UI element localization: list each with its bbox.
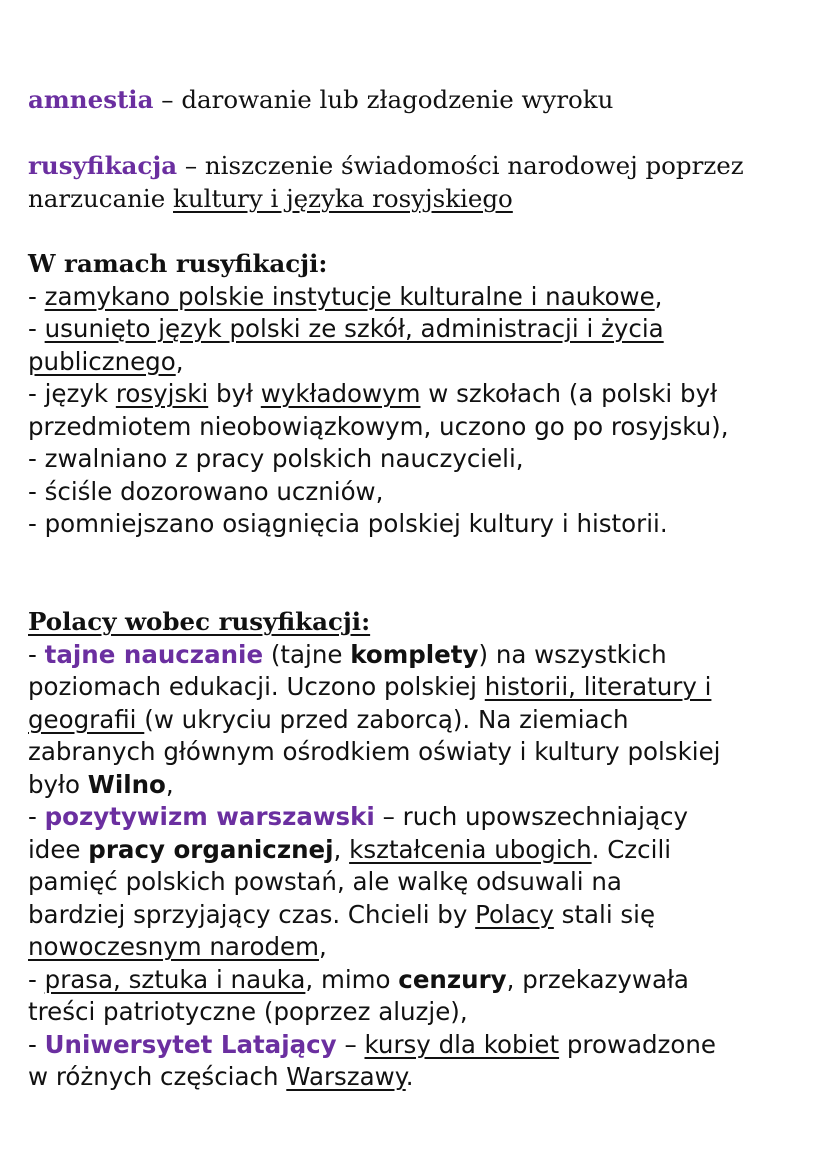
list-item: - zamykano polskie instytucje kulturalne i naukowe, [28,281,663,311]
definition-text: – darowanie lub złagodzenie wyroku [153,85,614,114]
list-item-continuation: publicznego, [28,346,184,376]
list-item: - ściśle dozorowano uczniów, [28,476,384,506]
term-amnestia: amnestia [28,85,154,114]
definition-amnestia [28,84,818,117]
list-item-continuation: było Wilno, [28,769,174,799]
list-item: - pozytywizm warszawski – ruch upowszechniający [28,802,688,831]
list-item-continuation: w różnych częściach Warszawy. [28,1062,414,1091]
section-rusyfikacja-measures [28,248,818,541]
section-heading: W ramach rusyfikacji: [28,249,328,278]
list-item: - zwalniano z pracy polskich nauczycieli, [28,444,524,473]
list-item-continuation: idee pracy organicznej, kształcenia ubogich. Czcili [28,834,672,864]
list-item: - tajne nauczanie (tajne komplety) na wszystkich [28,639,667,669]
section-polish-response [28,606,818,1094]
definition-text: – niszczenie świadomości narodowej poprzez [177,151,744,180]
list-item-continuation: przedmiotem nieobowiązkowym, uczono go po rosyjsku), [28,411,729,441]
section-heading: Polacy wobec rusyfikacji: [28,607,371,636]
definition-text: narzucanie [28,183,174,213]
list-item-continuation: zabranych głównym ośrodkiem oświaty i kultury polskiej [28,737,721,766]
list-item: - Uniwersytet Latający – kursy dla kobiet prowadzone [28,1029,716,1059]
list-item-continuation: geografii (w ukryciu przed zaborcą). Na ziemiach [28,704,629,734]
definition-rusyfikacja [28,150,818,215]
list-item: - język rosyjski był wykładowym w szkołach (a polski był [28,379,718,408]
highlighted-term: pozytywizm warszawski [44,802,375,831]
list-item: - prasa, sztuka i nauka, mimo cenzury, przekazywała [28,964,689,994]
list-item-continuation: treści patriotyczne (poprzez aluzje), [28,997,468,1026]
list-item-continuation: poziomach edukacji. Uczono polskiej historii, literatury i [28,672,712,701]
list-item-continuation: pamięć polskich powstań, ale walkę odsuwali na [28,867,622,896]
highlighted-term: Uniwersytet Latający [44,1029,337,1059]
list-item-continuation: bardziej sprzyjający czas. Chcieli by Polacy stali się [28,899,656,929]
list-item: - usunięto język polski ze szkół, administracji i życia [28,314,664,343]
highlighted-term: tajne nauczanie [44,639,264,669]
list-item-continuation: nowoczesnym narodem, [28,932,327,961]
list-item: - pomniejszano osiągnięcia polskiej kultury i historii. [28,509,668,538]
term-rusyfikacja: rusyfikacja [28,151,178,180]
underlined-phrase: kultury i języka rosyjskiego [173,183,513,213]
